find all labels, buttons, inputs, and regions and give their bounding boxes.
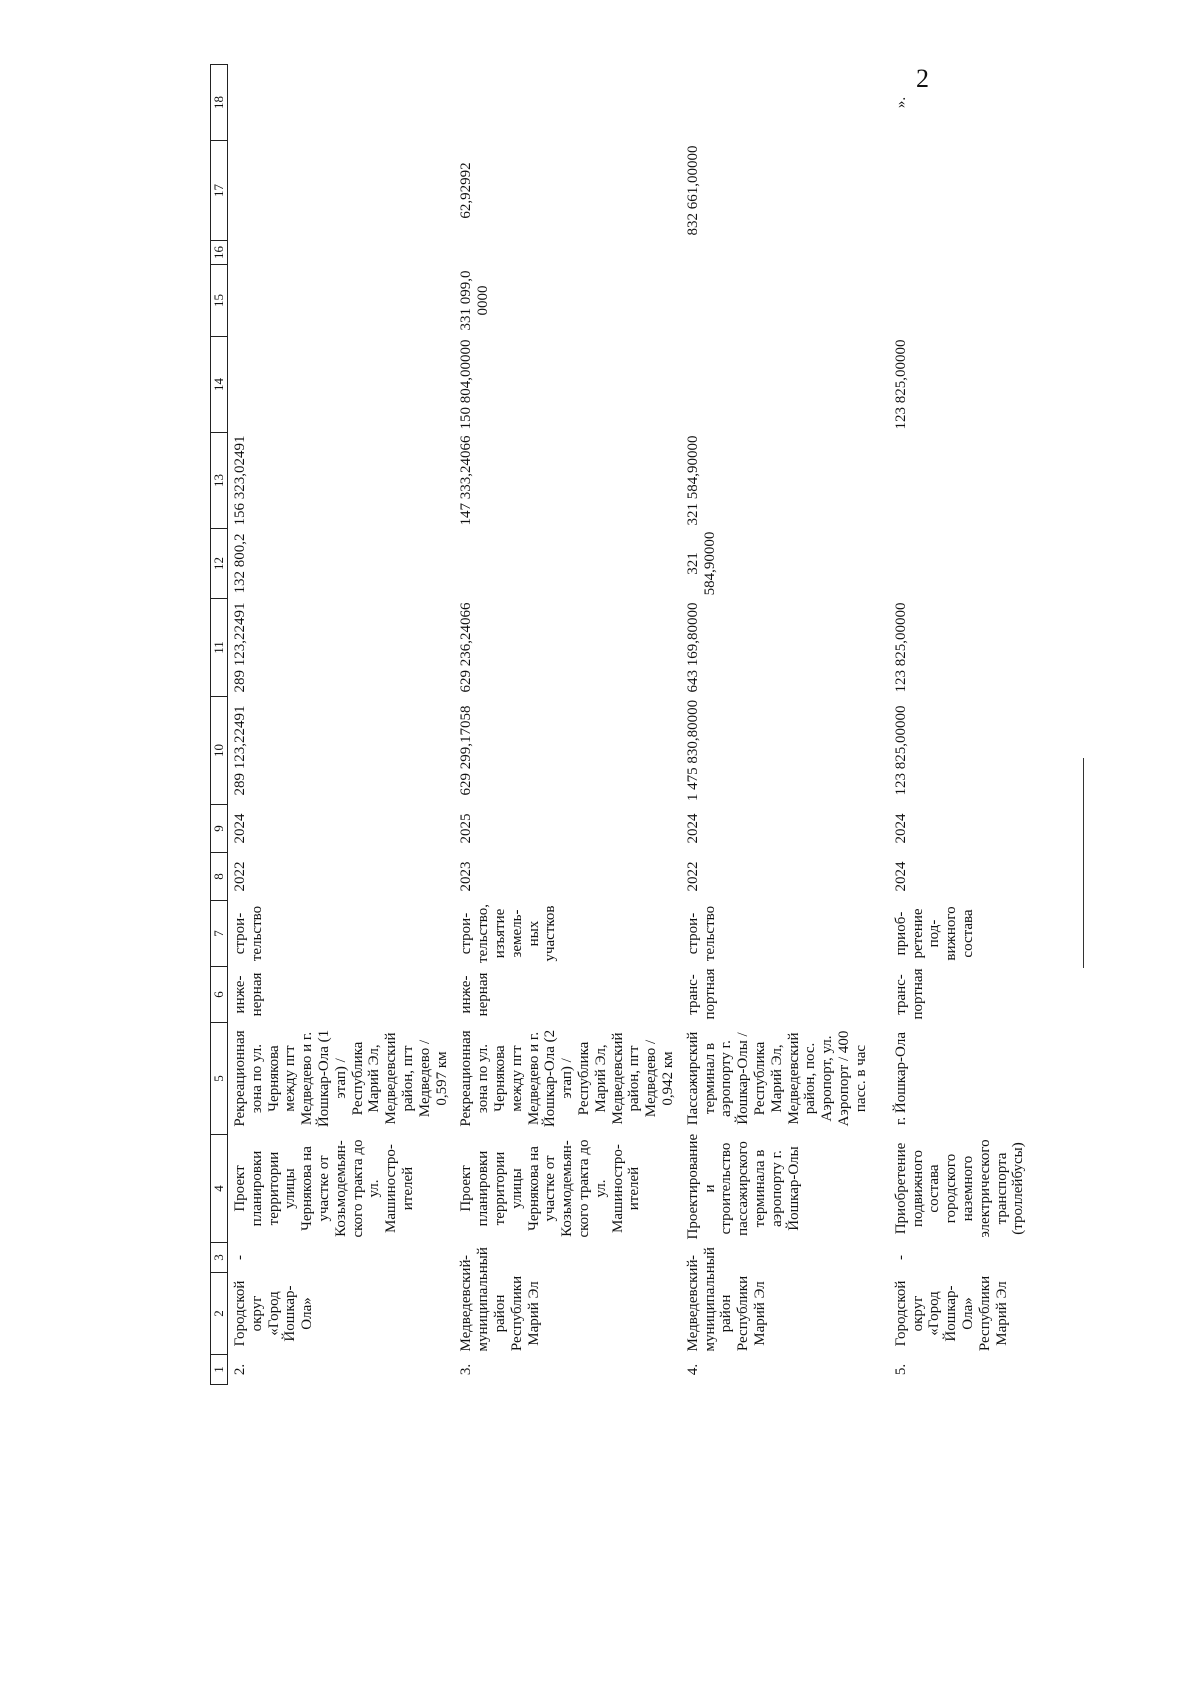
cell-object: Рекреационная зона по ул. Чернякова между пгт Медведево и г. Йошкар-Ола (1 этап) / Республика Марий Эл, Медведевский район, пгт Медведево / 0,597 км — [232, 1029, 450, 1128]
cell-c13: 147 333,24066 — [458, 435, 475, 526]
table-row — [228, 65, 455, 1385]
cell-c15 — [681, 265, 889, 337]
cell-c15 — [228, 265, 455, 337]
cell-start: 2022 — [684, 861, 701, 892]
col-header: 7 — [211, 901, 228, 967]
header-row — [211, 65, 228, 1385]
cell-municipality: Городской округ «Город Йошкар-Ола» — [232, 1280, 316, 1347]
cell-c18 — [681, 65, 889, 141]
cell-c10: 629 299,17058 — [458, 705, 475, 796]
col-header: 11 — [211, 599, 228, 697]
cell-type: инже-нерная — [458, 972, 492, 1017]
cell-type: транс-портная — [892, 968, 926, 1020]
col-header: 4 — [211, 1135, 228, 1243]
page-number: 2 — [916, 64, 929, 93]
cell-c12 — [889, 529, 1097, 599]
cell-end: 2024 — [684, 813, 701, 844]
cell-c15: 331 099,0 0000 — [458, 270, 492, 331]
cell-type: инже-нерная — [232, 972, 265, 1017]
cell-c11: 123 825,00000 — [892, 602, 909, 693]
cell-action: строи-тельство — [684, 905, 718, 962]
cell-c12 — [454, 529, 680, 599]
projects-table — [210, 64, 1097, 1385]
cell-c12: 132 800,2 — [232, 533, 248, 594]
cell-c11: 643 169,80000 — [684, 602, 701, 693]
cell-object: г. Йошкар-Ола — [892, 1031, 909, 1126]
cell-c3: - — [684, 1255, 701, 1260]
cell-start: 2024 — [892, 861, 909, 892]
cell-project: Проект планировки территории улицы Чернякова на участке от Козьмодемьян-ского тракта до ул. Машиностро-ителей — [458, 1139, 643, 1238]
cell-municipality: Медведевский муниципальный район Республики Марий Эл — [684, 1247, 768, 1352]
cell-end: 2024 — [232, 813, 248, 844]
cell-municipality: Медведевский муниципальный район Республики Марий Эл — [458, 1247, 542, 1352]
cell-c14: 150 804,00000 — [458, 339, 475, 430]
cell-project: Приобретение подвижного состава городского наземного электрического транспорта (троллейбусы) — [892, 1139, 1027, 1238]
cell-action: строи-тельство, изъятие земель-ных участков — [458, 904, 559, 963]
cell-num: 2. — [232, 1363, 248, 1376]
cell-object: Пассажирский терминал в аэропорту г. Йошкар-Олы / Республика Марий Эл, Медведевский район, пос. Аэропорт, ул. Аэропорт / 400 пасс. в час — [684, 1030, 869, 1127]
cell-num: 5. — [892, 1363, 909, 1376]
table-row — [889, 65, 1097, 1385]
cell-c12: 321 584,90000 — [684, 531, 718, 596]
cell-start: 2022 — [232, 861, 248, 892]
cell-c18 — [454, 65, 680, 141]
cell-c18: ». — [892, 96, 909, 109]
cell-end: 2025 — [458, 813, 475, 844]
col-header: 15 — [211, 265, 228, 337]
cell-c17: 832 661,00000 — [684, 145, 701, 236]
cell-start: 2023 — [458, 861, 475, 892]
cell-c10: 123 825,00000 — [892, 705, 909, 796]
cell-c17 — [889, 141, 1097, 241]
cell-c13: 156 323,02491 — [232, 435, 248, 526]
col-header: 16 — [211, 241, 228, 265]
cell-c17 — [228, 141, 455, 241]
col-header: 18 — [211, 65, 228, 141]
cell-num: 3. — [458, 1363, 475, 1376]
col-header: 17 — [211, 141, 228, 241]
cell-municipality: Городской округ «Город Йошкар-Ола» Республики Марий Эл — [892, 1275, 1010, 1352]
cell-num: 4. — [684, 1363, 701, 1376]
cell-c11: 629 236,24066 — [458, 602, 475, 693]
cell-c16 — [454, 241, 680, 265]
cell-type: транс-портная — [684, 968, 718, 1020]
cell-c14: 123 825,00000 — [892, 339, 909, 430]
cell-c17: 62,92992 — [458, 162, 475, 219]
cell-end: 2024 — [892, 813, 909, 844]
cell-c16 — [889, 241, 1097, 265]
cell-c14 — [681, 337, 889, 433]
cell-c13: 321 584,90000 — [684, 435, 701, 526]
cell-c3: - — [232, 1255, 248, 1260]
cell-object: Рекреационная зона по ул. Чернякова между пгт Медведево и г. Йошкар-Ола (2 этап) / Республика Марий Эл, Медведевский район, пгт Медведево / 0,942 км — [458, 1029, 676, 1128]
cell-action: приоб-ретение под-вижного состава — [892, 906, 976, 961]
col-header: 1 — [211, 1355, 228, 1385]
cell-c16 — [228, 241, 455, 265]
col-header: 12 — [211, 529, 228, 599]
cell-c13 — [889, 433, 1097, 529]
cell-c10: 289 123,22491 — [232, 705, 248, 796]
col-header: 8 — [211, 853, 228, 901]
rotated-table-wrapper — [210, 65, 1027, 1385]
cell-project: Проект планировки территории улицы Чернякова на участке от Козьмодемьян-ского тракта до ул. Машиностро-ителей — [232, 1139, 416, 1238]
cell-c18 — [228, 65, 455, 141]
cell-c11: 289 123,22491 — [232, 602, 248, 693]
col-header: 10 — [211, 697, 228, 805]
cell-c14 — [228, 337, 455, 433]
table-row — [454, 65, 680, 1385]
col-header: 5 — [211, 1023, 228, 1135]
separator-line — [1083, 758, 1084, 968]
col-header: 6 — [211, 967, 228, 1023]
col-header: 13 — [211, 433, 228, 529]
cell-c16 — [681, 241, 889, 265]
col-header: 3 — [211, 1243, 228, 1273]
col-header: 14 — [211, 337, 228, 433]
cell-action: строи-тельство — [232, 905, 265, 962]
cell-project: Проектирование и строительство пассажирского терминала в аэропорту г. Йошкар-Олы — [684, 1133, 802, 1240]
cell-c15 — [889, 265, 1097, 337]
cell-c3: - — [892, 1255, 909, 1260]
table-row — [681, 65, 889, 1385]
cell-c3: - — [458, 1255, 475, 1260]
col-header: 2 — [211, 1273, 228, 1355]
cell-c10: 1 475 830,80000 — [684, 699, 701, 802]
col-header: 9 — [211, 805, 228, 853]
